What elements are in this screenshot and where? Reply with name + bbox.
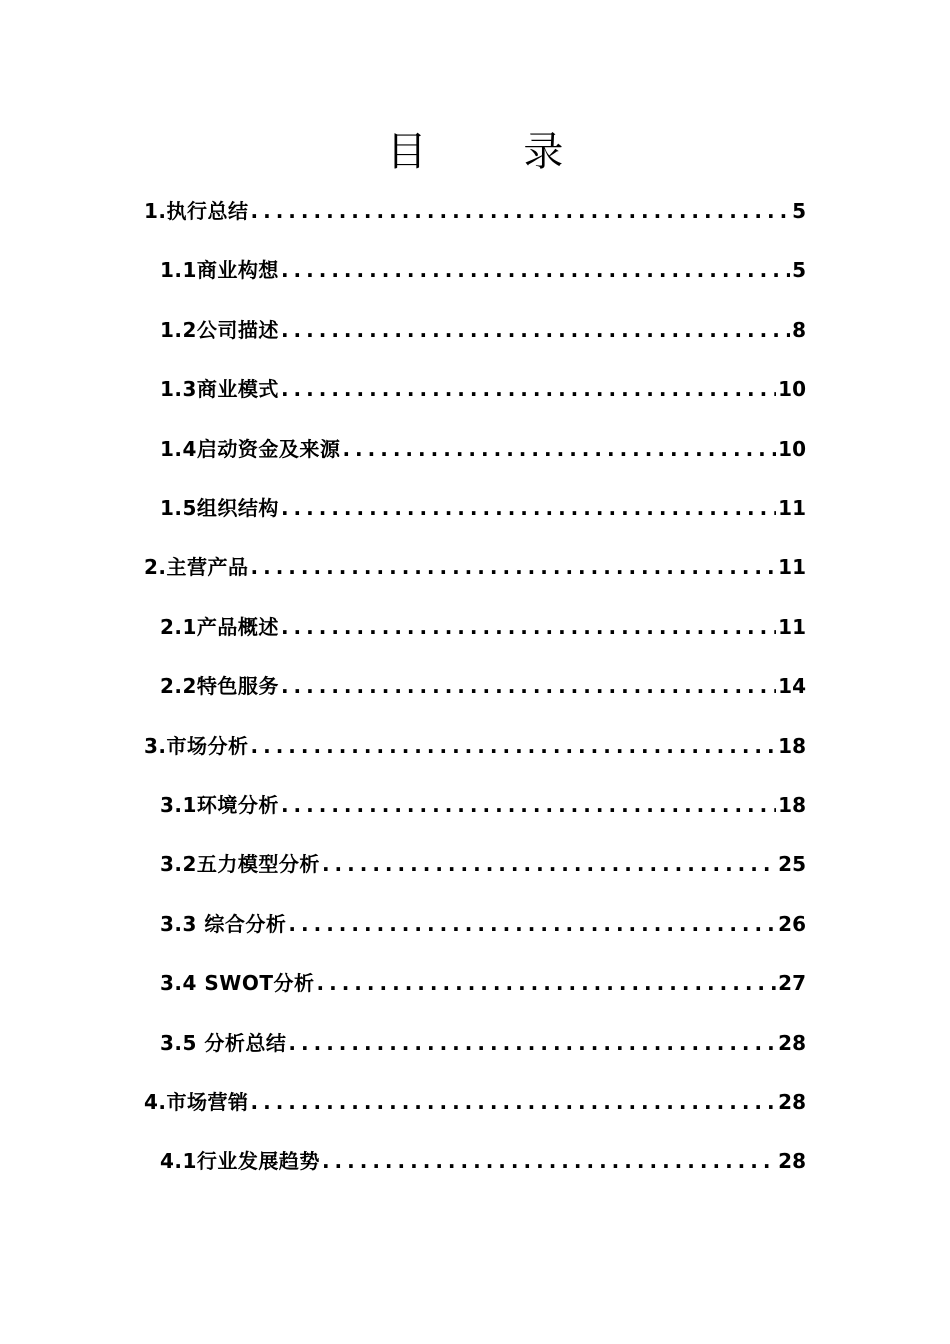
toc-entry-label: 4.1行业发展趋势	[160, 1149, 320, 1174]
toc-entry[interactable]	[160, 1146, 806, 1176]
toc-entry-page-number: 28	[778, 1090, 806, 1114]
toc-dot-leader	[281, 255, 790, 285]
toc-dot-leader	[281, 612, 776, 642]
toc-entry-label: 3.1环境分析	[160, 793, 279, 817]
toc-dot-leader	[322, 1146, 776, 1176]
toc-dot-leader	[251, 196, 791, 226]
toc-dot-leader	[281, 374, 776, 404]
toc-dot-leader	[281, 493, 776, 523]
toc-dot-leader	[251, 1087, 777, 1117]
toc-entry-page-number: 18	[778, 733, 806, 758]
toc-entry-page-number: 10	[778, 377, 806, 402]
toc-entry-label: 3.2五力模型分析	[160, 852, 320, 877]
toc-dot-leader	[281, 790, 776, 820]
toc-entry[interactable]	[160, 612, 806, 642]
toc-dot-leader	[288, 1028, 776, 1058]
toc-entry[interactable]	[160, 315, 806, 345]
toc-entry-page-number: 28	[778, 1149, 806, 1174]
toc-entry[interactable]	[160, 849, 806, 879]
toc-entry[interactable]	[160, 909, 806, 939]
toc-entry-page-number: 18	[778, 793, 806, 817]
toc-entry-label: 1.5组织结构	[160, 496, 279, 520]
toc-entry[interactable]	[160, 255, 806, 285]
toc-entry[interactable]	[144, 1087, 806, 1117]
toc-entry-label: 3.市场分析	[144, 733, 249, 758]
toc-entry[interactable]	[160, 434, 806, 464]
toc-entry-page-number: 14	[778, 674, 806, 699]
toc-entry-page-number: 5	[792, 199, 806, 223]
toc-entry-page-number: 11	[778, 555, 806, 580]
toc-entry[interactable]	[160, 968, 806, 998]
toc-title: 目 录	[386, 129, 606, 175]
toc-entry-label: 3.4 SWOT分析	[160, 971, 315, 996]
toc-entry[interactable]	[144, 552, 806, 582]
toc-entry-label: 1.4启动资金及来源	[160, 436, 341, 461]
toc-dot-leader	[251, 552, 777, 582]
toc-dot-leader	[281, 671, 776, 701]
toc-entry[interactable]	[144, 731, 806, 761]
toc-dot-leader	[281, 315, 790, 345]
toc-dot-leader	[322, 849, 776, 879]
toc-entry-page-number: 25	[778, 852, 806, 877]
toc-entry-label: 3.3 综合分析	[160, 911, 287, 936]
toc-entry[interactable]	[160, 374, 806, 404]
toc-entry-page-number: 27	[778, 971, 806, 996]
toc-entry[interactable]	[160, 493, 806, 523]
toc-entry-page-number: 8	[792, 317, 806, 342]
toc-entry-label: 1.2公司描述	[160, 317, 279, 342]
toc-entry-page-number: 28	[778, 1030, 806, 1055]
toc-entry[interactable]	[160, 790, 806, 820]
toc-entry-label: 2.1产品概述	[160, 614, 279, 639]
toc-entry-label: 1.执行总结	[144, 199, 249, 223]
toc-dot-leader	[317, 968, 777, 998]
toc-entry-page-number: 10	[778, 436, 806, 461]
toc-entry[interactable]	[144, 196, 806, 226]
toc-entry-label: 1.1商业构想	[160, 258, 279, 283]
toc-entry-page-number: 11	[778, 496, 806, 520]
toc-entry-label: 2.主营产品	[144, 555, 249, 580]
toc-entry[interactable]	[160, 1028, 806, 1058]
toc-dot-leader	[342, 434, 776, 464]
toc-entry-label: 2.2特色服务	[160, 674, 279, 699]
toc-entry-page-number: 26	[778, 911, 806, 936]
toc-dot-leader	[251, 731, 777, 761]
toc-entry-label: 4.市场营销	[144, 1090, 249, 1114]
toc-dot-leader	[288, 909, 776, 939]
toc-entry[interactable]	[160, 671, 806, 701]
toc-entry-label: 3.5 分析总结	[160, 1030, 287, 1055]
toc-entry-label: 1.3商业模式	[160, 377, 279, 402]
toc-entry-page-number: 5	[792, 258, 806, 283]
toc-entry-page-number: 11	[778, 614, 806, 639]
